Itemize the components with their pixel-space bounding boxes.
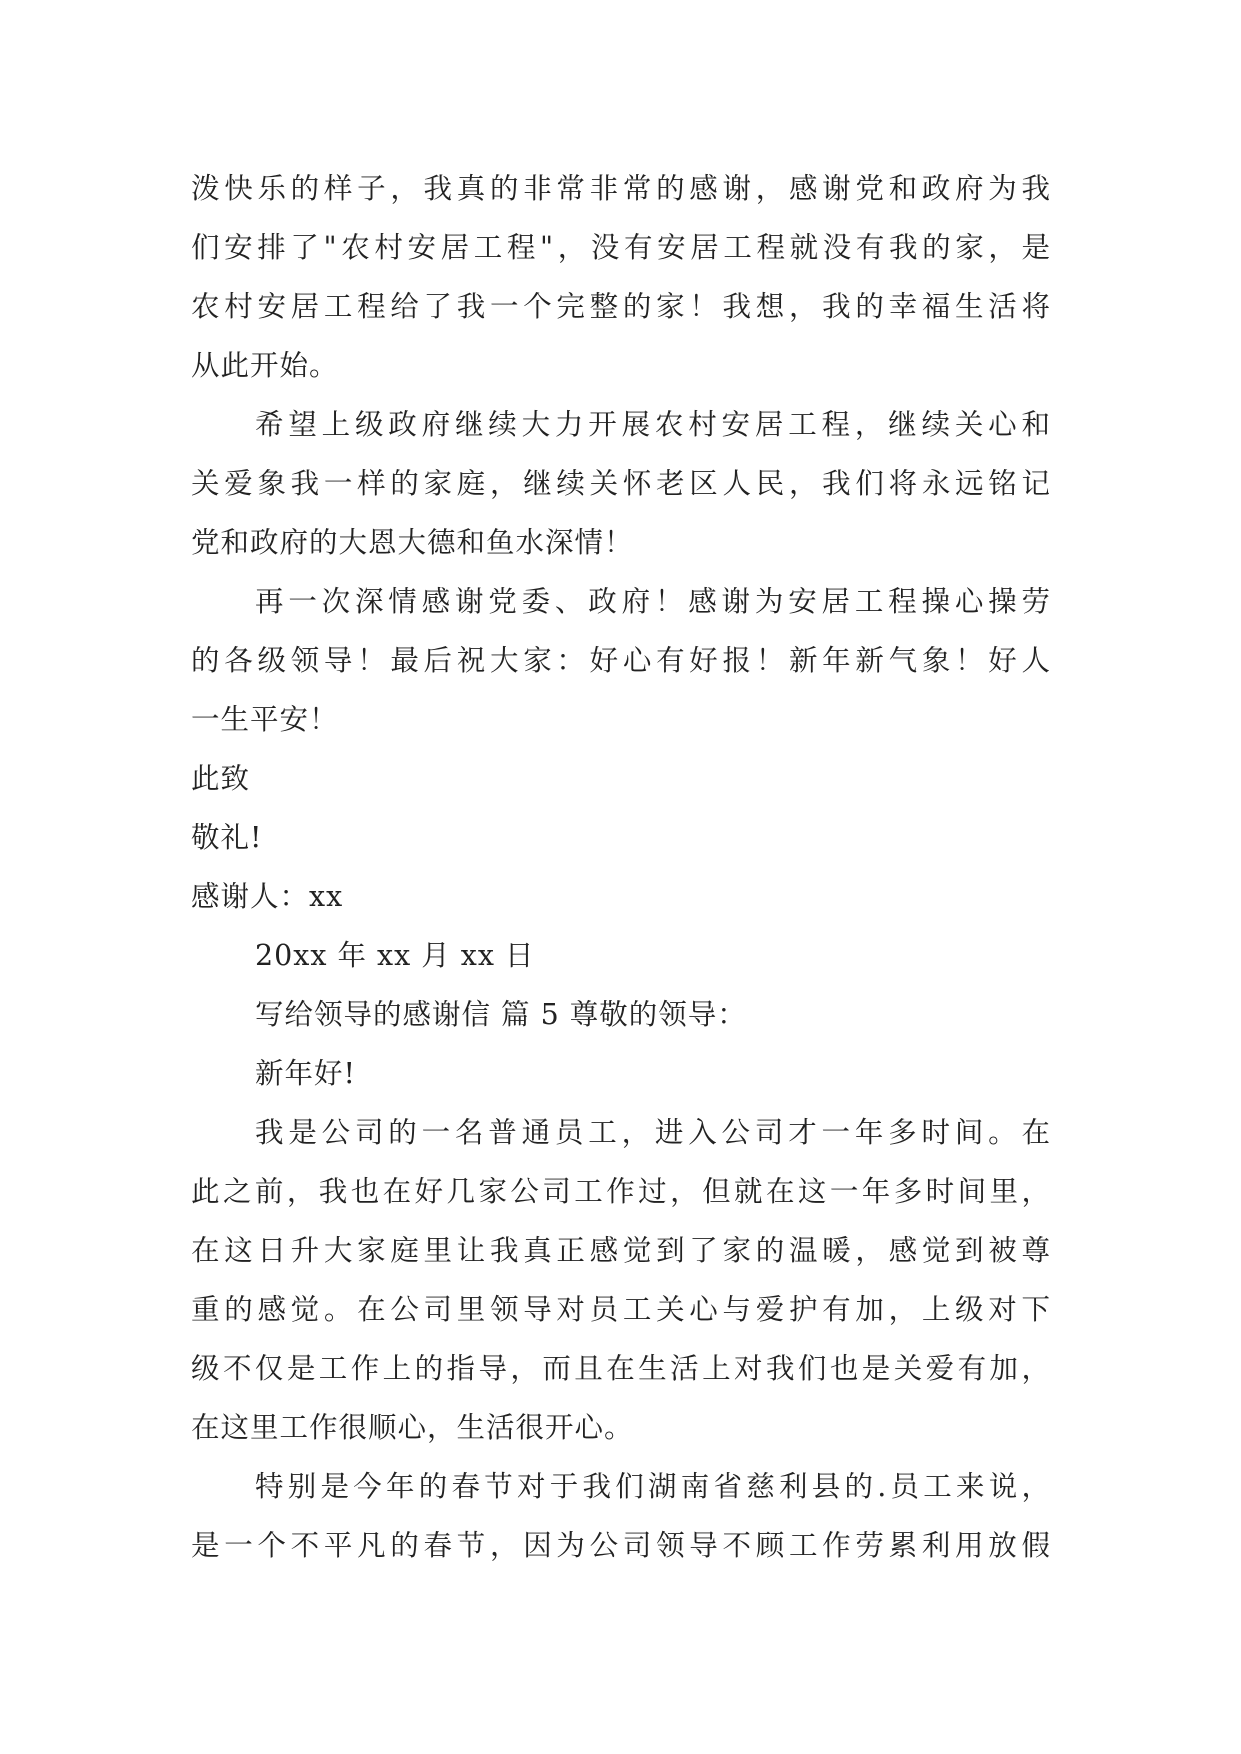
text-line: 希望上级政府继续大力开展农村安居工程，继续关心和 [255, 408, 1051, 441]
text-line: 关爱象我一样的家庭，继续关怀老区人民，我们将永远铭记 [191, 467, 1051, 500]
closing-block [191, 749, 1051, 985]
text-line: 此之前，我也在好几家公司工作过，但就在这一年多时间里， [191, 1175, 1051, 1208]
text-line: 泼快乐的样子，我真的非常非常的感谢，感谢党和政府为我 [191, 172, 1051, 205]
text-line: 在这日升大家庭里让我真正感觉到了家的温暖，感觉到被尊 [191, 1234, 1051, 1267]
text-line: 农村安居工程给了我一个完整的家！我想，我的幸福生活将 [191, 290, 1051, 323]
paragraph-hope [191, 395, 1051, 572]
date-line: 20xx 年 xx 月 xx 日 [255, 939, 535, 972]
text-line: 我是公司的一名普通员工，进入公司才一年多时间。在 [255, 1116, 1051, 1149]
text-line: 们安排了"农村安居工程"，没有安居工程就没有我的家，是 [191, 231, 1051, 264]
text-line: 从此开始。 [191, 349, 339, 382]
text-line: 级不仅是工作上的指导，而且在生活上对我们也是关爱有加， [191, 1352, 1051, 1385]
signer-line: 感谢人：xx [191, 880, 344, 913]
section-heading: 写给领导的感谢信 篇 5 尊敬的领导： [255, 998, 747, 1031]
closing-salutation: 此致 [191, 762, 251, 795]
text-line: 在这里工作很顺心，生活很开心。 [191, 1411, 634, 1444]
text-line: 特别是今年的春节对于我们湖南省慈利县的.员工来说， [255, 1470, 1051, 1503]
text-line: 党和政府的大恩大德和鱼水深情！ [191, 526, 634, 559]
text-line: 重的感觉。在公司里领导对员工关心与爱护有加，上级对下 [191, 1293, 1051, 1326]
text-line: 是一个不平凡的春节，因为公司领导不顾工作劳累利用放假 [191, 1529, 1051, 1562]
paragraph-continuation [191, 159, 1051, 395]
text-line: 的各级领导！最后祝大家：好心有好报！新年新气象！好人 [191, 644, 1051, 677]
text-line: 再一次深情感谢党委、政府！感谢为安居工程操心操劳 [255, 585, 1051, 618]
paragraph-thanks-again [191, 572, 1051, 749]
closing-regards: 敬礼! [191, 821, 263, 854]
greeting-line: 新年好! [255, 1057, 356, 1090]
paragraph-spring-festival [191, 1457, 1051, 1575]
paragraph-employee [191, 1103, 1051, 1457]
text-line: 一生平安！ [191, 703, 339, 736]
document-body [191, 159, 1051, 1575]
